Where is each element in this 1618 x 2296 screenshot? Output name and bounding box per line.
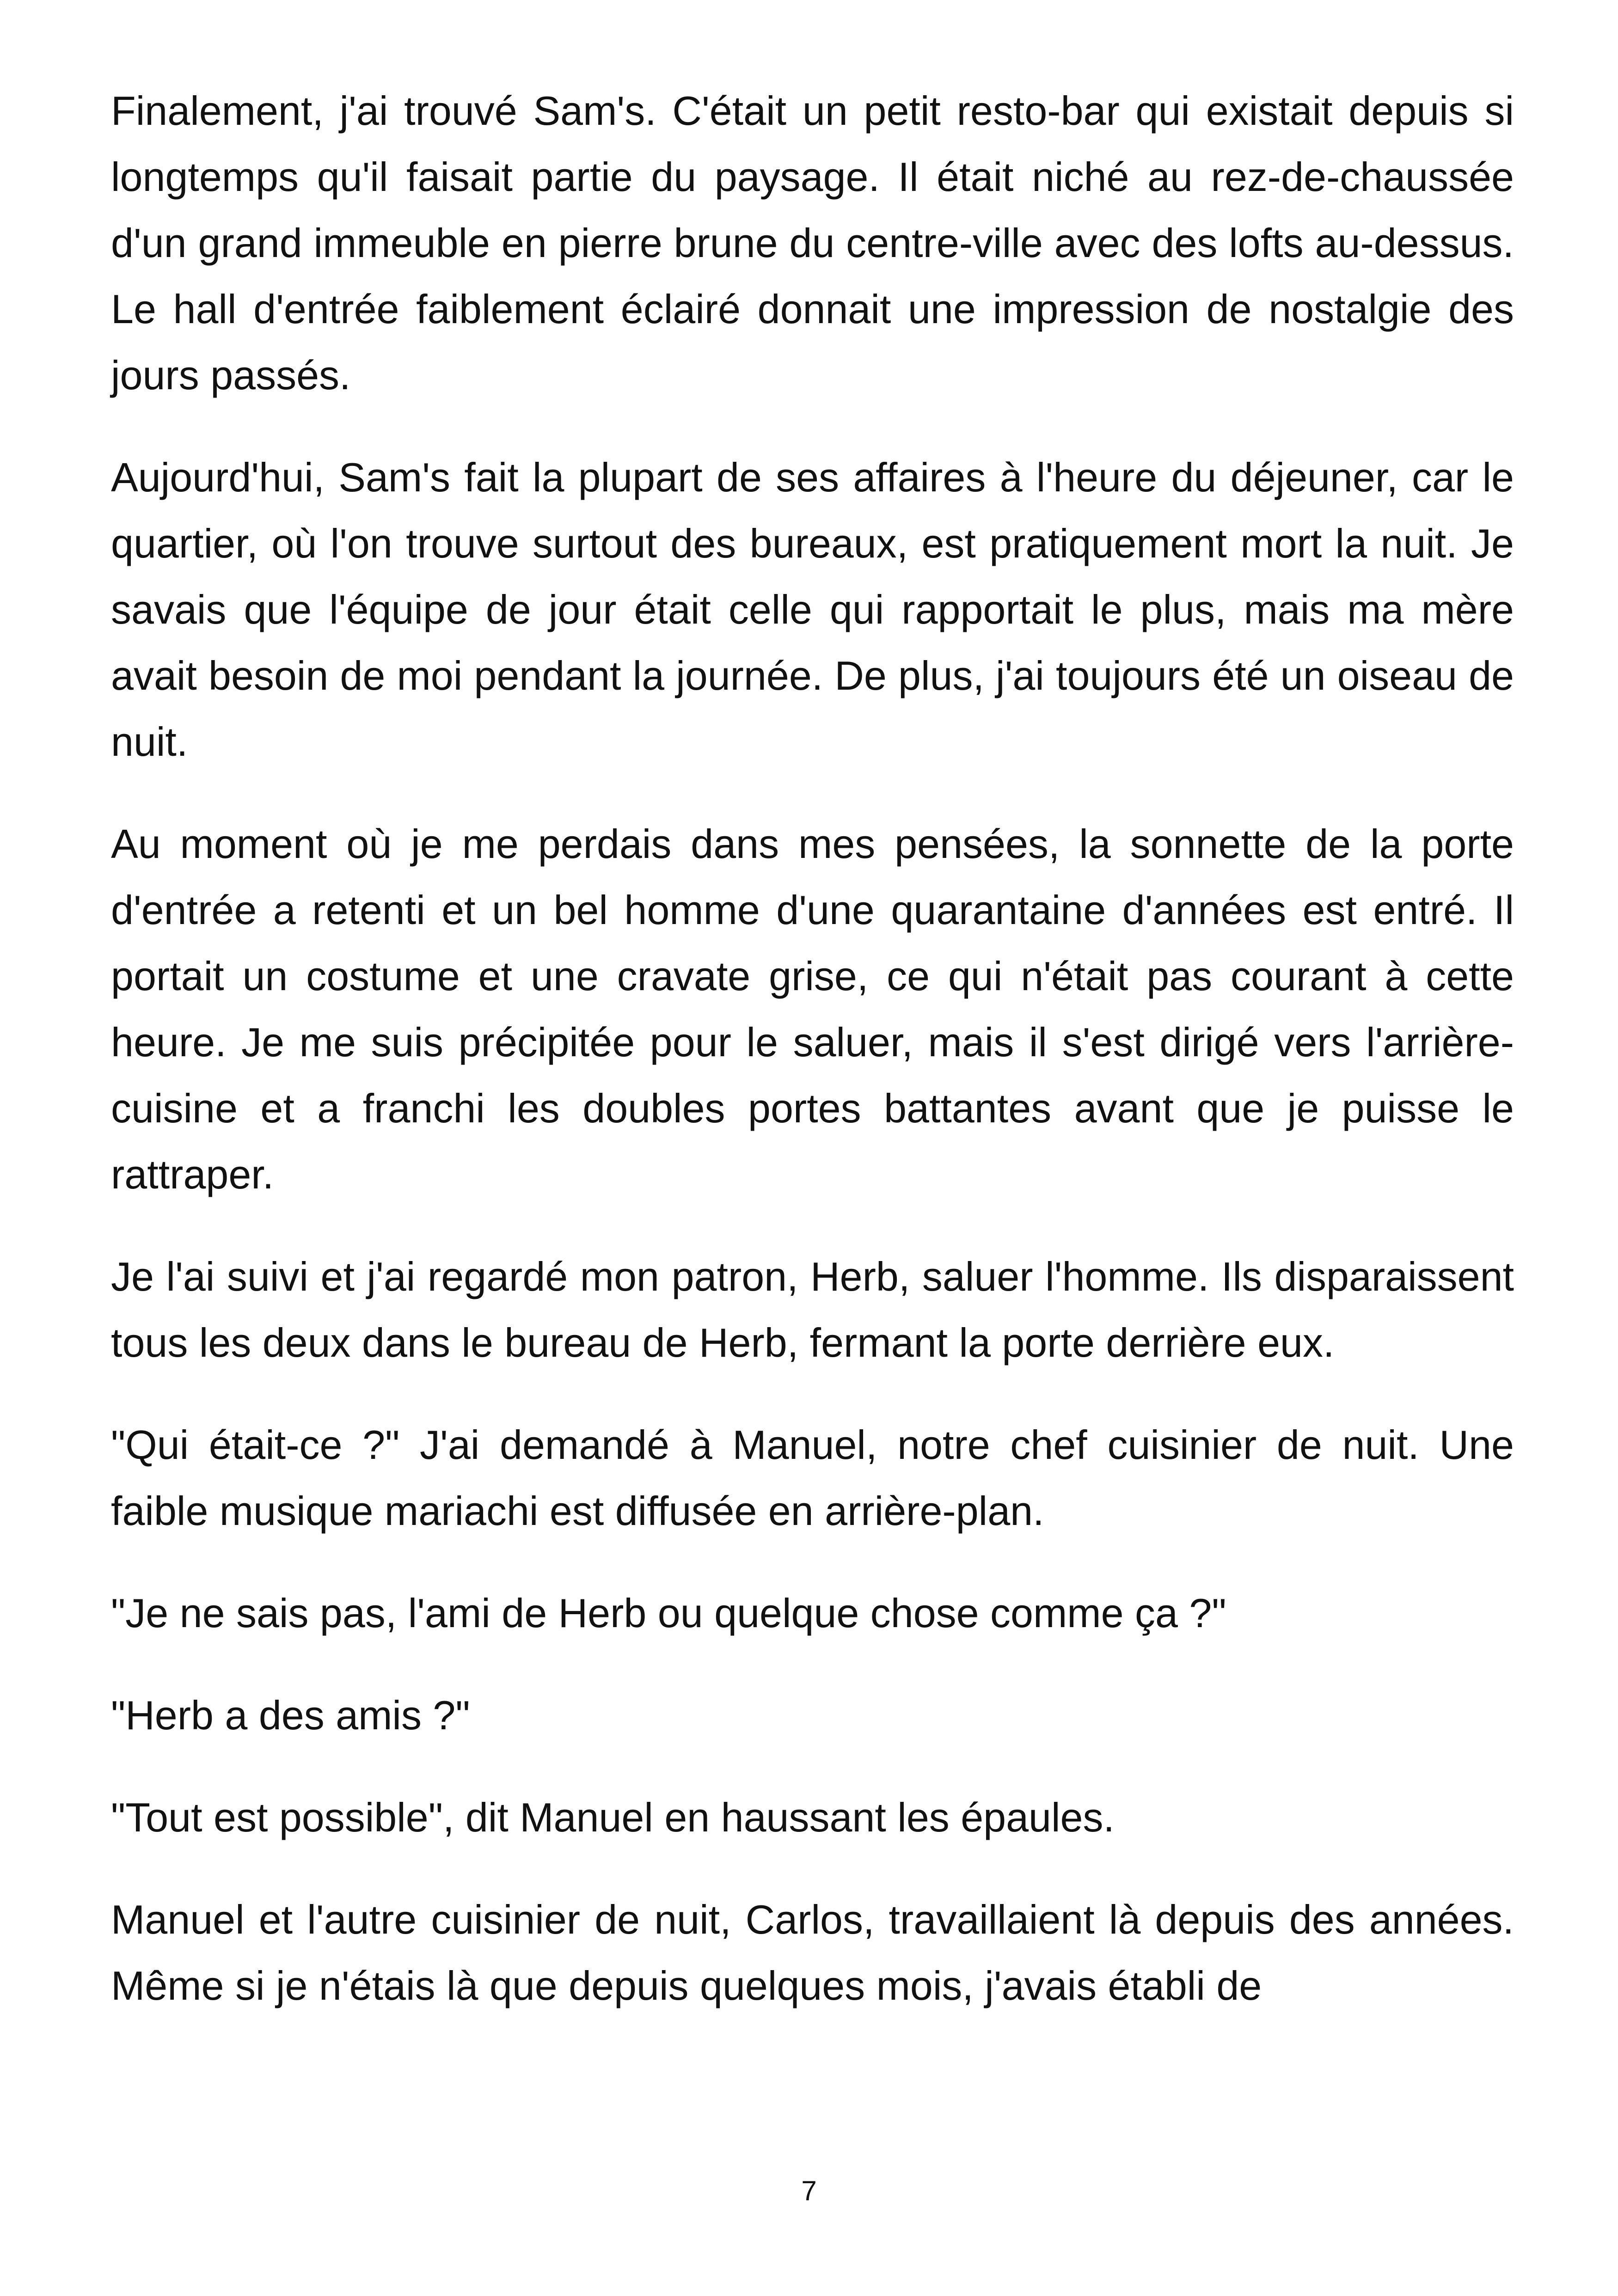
paragraph: Finalement, j'ai trouvé Sam's. C'était un petit resto-bar qui existait depuis si longtemps qu'il faisait partie du paysage. Il était niché au rez-de-chaussée d'un grand immeuble en pierre brune du centre-ville avec des lofts au-dessus. Le hall d'entrée faiblement éclairé donnait une impression de nostalgie des jours passés. bbox=[111, 88, 1514, 398]
paragraph: Je l'ai suivi et j'ai regardé mon patron, Herb, saluer l'homme. Ils disparaissent tous les deux dans le bureau de Herb, fermant la porte derrière eux. bbox=[111, 1254, 1514, 1365]
paragraph: "Tout est possible", dit Manuel en haussant les épaules. bbox=[111, 1794, 1115, 1840]
page-number: 7 bbox=[801, 2175, 817, 2206]
paragraph: Aujourd'hui, Sam's fait la plupart de ses affaires à l'heure du déjeuner, car le quartier, où l'on trouve surtout des bureaux, est pratiquement mort la nuit. Je savais que l'équipe de jour était celle qui rapportait le plus, mais ma mère avait besoin de moi pendant la journée. De plus, j'ai toujours été un oiseau de nuit. bbox=[111, 454, 1514, 765]
paragraph: Au moment où je me perdais dans mes pensées, la sonnette de la porte d'entrée a retenti et un bel homme d'une quarantaine d'années est entré. Il portait un costume et une cravate grise, ce qui n'était pas courant à cette heure. Je me suis précipitée pour le saluer, mais il s'est dirigé vers l'arrière-cuisine et a franchi les doubles portes battantes avant que je puisse le rattraper. bbox=[111, 821, 1514, 1197]
paragraph: "Herb a des amis ?" bbox=[111, 1692, 470, 1738]
paragraph: "Je ne sais pas, l'ami de Herb ou quelque chose comme ça ?" bbox=[111, 1590, 1226, 1636]
body-text bbox=[111, 78, 1514, 2019]
paragraph: Manuel et l'autre cuisinier de nuit, Carlos, travaillaient là depuis des années. Même si je n'étais là que depuis quelques mois, j'avais établi de bbox=[111, 1897, 1514, 2008]
paragraph: "Qui était-ce ?" J'ai demandé à Manuel, notre chef cuisinier de nuit. Une faible musique mariachi est diffusée en arrière-plan. bbox=[111, 1422, 1514, 1534]
